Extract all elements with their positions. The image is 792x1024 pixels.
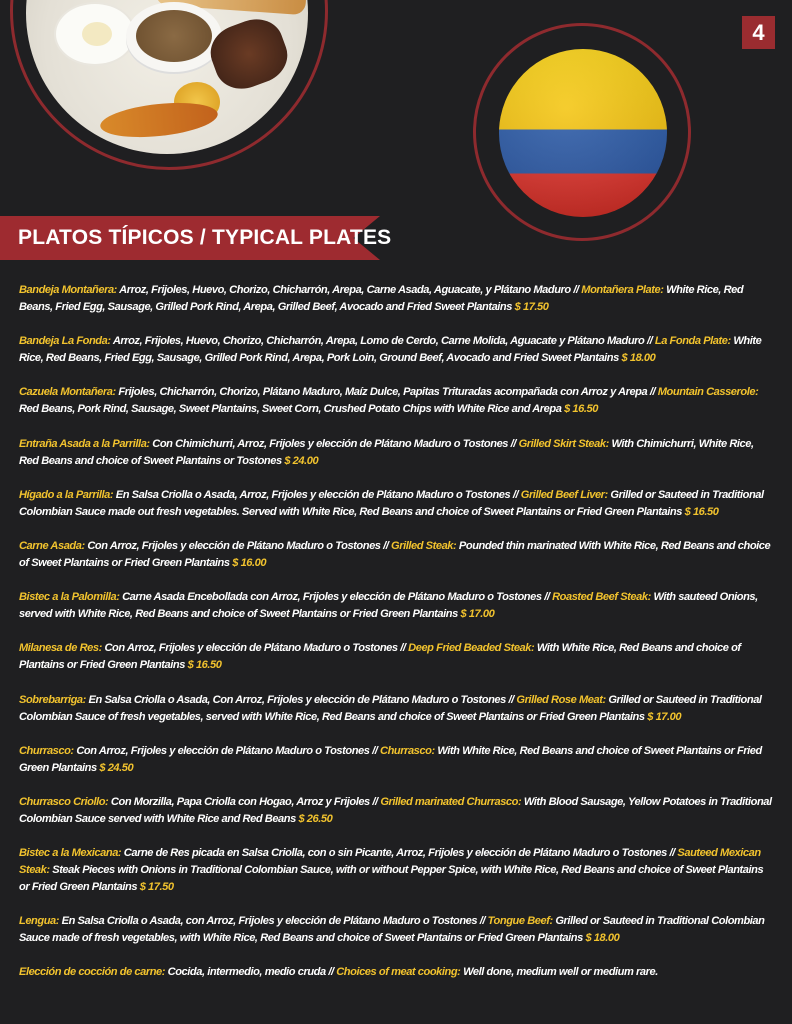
- item-english-description: With White Rice, Red Beans and choice of Plantains or Fried Green Plantains: [19, 642, 741, 672]
- item-english-name: Grilled Beef Liver:: [520, 488, 608, 501]
- section-title: PLATOS TÍPICOS / TYPICAL PLATES: [18, 226, 392, 249]
- item-english-description: With Blood Sausage, Yellow Potatoes in Traditional Colombian Sauce served with White Rice and Red Beans: [19, 795, 772, 825]
- menu-item: [19, 692, 775, 726]
- item-price: $ 18.00: [621, 352, 656, 365]
- menu-item: [19, 743, 775, 777]
- item-price: $ 24.00: [284, 454, 319, 467]
- egg-yolk-shape: [82, 22, 112, 46]
- item-spanish-description: Arroz, Frijoles, Huevo, Chorizo, Chicharrón, Arepa, Lomo de Cerdo, Carne Molida, Aguacate y Plátano Maduro //: [110, 335, 655, 348]
- item-english-name: Sauteed Mexican Steak:: [19, 847, 761, 877]
- menu-item: [19, 964, 775, 981]
- item-price: $ 16.00: [232, 556, 267, 569]
- item-english-name: Deep Fried Beaded Steak:: [408, 642, 535, 655]
- item-price: $ 26.50: [298, 812, 333, 825]
- item-price: $ 16.50: [564, 403, 598, 416]
- item-english-name: Churrasco:: [380, 744, 435, 757]
- item-english-name: Grilled marinated Churrasco:: [380, 795, 522, 808]
- item-english-description: White Rice, Red Beans, Fried Egg, Sausage, Grilled Pork Rind, Arepa, Pork Loin, Ground Beef, Avocado and Fried Sweet Plantains: [19, 335, 762, 365]
- item-english-name: Choices of meat cooking:: [336, 966, 461, 979]
- item-english-description: Grilled or Sauteed in Traditional Colombian Sauce made of fresh vegetables, with White Rice, Red Beans and choice of Sweet Plantains or Fried Green Plantains: [19, 915, 765, 945]
- menu-item: [19, 436, 775, 470]
- item-spanish-name: Churrasco Criollo:: [19, 795, 109, 808]
- item-spanish-description: Frijoles, Chicharrón, Chorizo, Plátano Maduro, Maíz Dulce, Papitas Trituradas acompañada con Arroz y Arepa //: [115, 386, 658, 399]
- menu-item: [19, 538, 775, 572]
- item-english-name: Grilled Rose Meat:: [516, 693, 606, 706]
- item-spanish-description: En Salsa Criolla o Asada, Arroz, Frijoles y elección de Plátano Maduro o Tostones //: [113, 488, 521, 501]
- item-spanish-description: Arroz, Frijoles, Huevo, Chorizo, Chicharrón, Arepa, Carne Asada, Aguacate, y Plátano Maduro //: [116, 284, 582, 296]
- item-english-name: Montañera Plate:: [581, 284, 664, 296]
- page-number-badge: 4: [742, 16, 775, 49]
- plantain-shape: [99, 98, 220, 142]
- item-spanish-name: Bandeja Montañera:: [19, 284, 117, 296]
- item-english-name: Grilled Skirt Steak:: [518, 437, 609, 450]
- menu-item: [19, 589, 775, 623]
- item-price: $ 17.00: [647, 710, 682, 723]
- item-spanish-name: Bandeja La Fonda:: [19, 335, 111, 348]
- item-english-name: La Fonda Plate:: [654, 335, 731, 348]
- item-spanish-description: Con Morzilla, Papa Criolla con Hogao, Arroz y Frijoles //: [108, 795, 381, 808]
- item-spanish-description: En Salsa Criolla o Asada, con Arroz, Frijoles y elección de Plátano Maduro o Tostones //: [59, 915, 488, 928]
- item-price: $ 17.50: [139, 881, 174, 894]
- item-english-description: With sauteed Onions, served with White Rice, Red Beans and choice of Sweet Plantains or Fried Green Plantains: [19, 591, 758, 621]
- item-spanish-description: En Salsa Criolla o Asada, Con Arroz, Frijoles y elección de Plátano Maduro o Tostones //: [85, 693, 517, 706]
- item-price: $ 24.50: [99, 761, 134, 774]
- item-price: $ 18.00: [585, 932, 620, 945]
- item-english-description: Grilled or Sauteed in Traditional Colombian Sauce made out fresh vegetables. Served with White Rice, Red Beans and choice of Sweet Plantains or Fried Green Plantains: [19, 488, 764, 518]
- item-spanish-description: Con Arroz, Frijoles y elección de Plátano Maduro o Tostones //: [73, 744, 381, 757]
- menu-item: [19, 794, 775, 828]
- item-spanish-name: Entraña Asada a la Parrilla:: [19, 437, 150, 450]
- item-english-description: White Rice, Red Beans, Fried Egg, Sausage, Grilled Pork Rind, Arepa, Grilled Beef, Avocado and Fried Sweet Plantains: [19, 284, 744, 313]
- menu-item: [19, 487, 775, 521]
- item-english-description: With White Rice, Red Beans and choice of Sweet Plantains or Fried Green Plantains: [19, 744, 762, 774]
- item-english-name: Grilled Steak:: [391, 539, 457, 552]
- menu-item: [19, 282, 775, 316]
- item-english-name: Tongue Beef:: [487, 915, 553, 928]
- item-spanish-name: Carne Asada:: [19, 539, 85, 552]
- item-price: $ 17.50: [514, 301, 549, 313]
- item-spanish-description: Con Arroz, Frijoles y elección de Plátano Maduro o Tostones //: [101, 642, 409, 655]
- menu-item: [19, 913, 775, 947]
- item-spanish-name: Sobrebarriga:: [19, 693, 86, 706]
- menu-item: [19, 384, 775, 418]
- item-spanish-name: Hígado a la Parrilla:: [19, 488, 114, 501]
- item-price: $ 17.00: [460, 608, 495, 621]
- item-spanish-description: Con Arroz, Frijoles y elección de Plátano Maduro o Tostones //: [84, 539, 392, 552]
- item-spanish-description: Cocida, intermedio, medio cruda //: [165, 966, 337, 979]
- item-english-name: Mountain Casserole:: [657, 386, 759, 399]
- menu-item: [19, 333, 775, 367]
- item-english-description: With Chimichurri, White Rice, Red Beans and choice of Sweet Plantains or Tostones: [19, 437, 754, 467]
- item-spanish-name: Elección de cocción de carne:: [19, 966, 166, 979]
- menu-item: [19, 845, 775, 896]
- item-spanish-name: Churrasco:: [19, 744, 74, 757]
- item-spanish-name: Lengua:: [19, 915, 59, 928]
- item-english-description: Grilled or Sauteed in Traditional Colombian Sauce of fresh vegetables, served with White Rice, Red Beans and choice of Sweet Plantains or Fried Green Plantains: [19, 693, 762, 723]
- item-english-description: Red Beans, Pork Rind, Sausage, Sweet Plantains, Sweet Corn, Crushed Potato Chips with White Rice and Arepa: [19, 403, 565, 416]
- item-spanish-description: Con Chimichurri, Arroz, Frijoles y elección de Plátano Maduro o Tostones //: [149, 437, 519, 450]
- item-spanish-name: Milanesa de Res:: [19, 642, 102, 655]
- item-spanish-description: Carne de Res picada en Salsa Criolla, con o sin Picante, Arroz, Frijoles y elección de Plátano Maduro o Tostones //: [121, 847, 678, 860]
- item-spanish-name: Cazuela Montañera:: [19, 386, 116, 399]
- item-english-name: Roasted Beef Steak:: [552, 591, 651, 604]
- menu-item: [19, 640, 775, 674]
- item-english-description: Pounded thin marinated With White Rice, Red Beans and choice of Sweet Plantains or Fried Green Plantains: [19, 539, 771, 569]
- menu-list: [19, 282, 775, 999]
- item-spanish-name: Bistec a la Palomilla:: [19, 591, 120, 604]
- flag-shading: [499, 49, 667, 217]
- item-spanish-name: Bistec a la Mexicana:: [19, 847, 122, 860]
- item-english-description: Well done, medium well or medium rare.: [460, 966, 658, 979]
- item-spanish-description: Carne Asada Encebollada con Arroz, Frijoles y elección de Plátano Maduro o Tostones //: [119, 591, 553, 604]
- item-price: $ 16.50: [187, 659, 222, 672]
- beans-shape: [136, 10, 212, 62]
- item-english-description: Steak Pieces with Onions in Traditional Colombian Sauce, with or without Pepper Spice, with White Rice, Red Beans and choice of Sweet Plantains or Fried Green Plantains: [19, 864, 764, 894]
- item-price: $ 16.50: [684, 505, 719, 518]
